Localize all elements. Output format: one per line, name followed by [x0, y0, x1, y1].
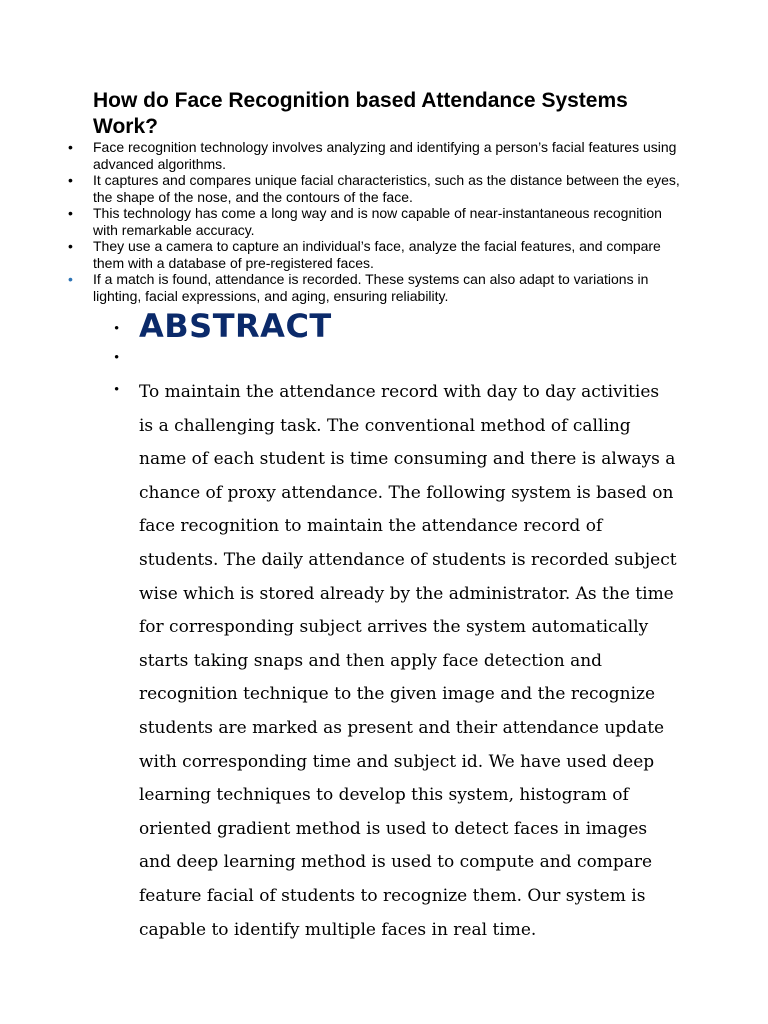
list-item-text: This technology has come a long way and is now capable of near-instantaneous recognition with remarkable accuracy.	[93, 205, 662, 238]
bullet-icon: •	[68, 172, 73, 188]
bullet-icon: •	[114, 350, 120, 366]
list-item-text: If a match is found, attendance is recorded. These systems can also adapt to variations in lighting, facial expressions, and aging, ensuring reliability.	[93, 271, 649, 304]
abstract-section	[0, 306, 768, 947]
section-heading: How do Face Recognition based Attendance Systems Work?	[93, 89, 628, 138]
bullet-icon: •	[68, 139, 73, 155]
bullet-icon: •	[114, 382, 120, 398]
abstract-body: To maintain the attendance record with day to day activities is a challenging task. The conventional method of calling name of each student is time consuming and there is always a chance of proxy attendance. The following system is based on face recognition to maintain the attendance record of students. The daily attendance of students is recorded subject wise which is stored already by the administrator. As the time for corresponding subject arrives the system automatically starts taking snaps and then apply face detection and recognition technique to the given image and the recognize students are marked as present and their attendance update with corresponding time and subject id. We have used deep learning techniques to develop this system, histogram of oriented gradient method is used to detect faces in images and deep learning method is used to compute and compare feature facial of students to recognize them. Our system is capable to identify multiple faces in real time.	[139, 382, 677, 940]
abstract-body-item	[0, 376, 768, 947]
list-item	[0, 139, 768, 172]
bullet-icon: •	[68, 238, 73, 254]
list-item	[0, 238, 768, 271]
abstract-title-item	[0, 306, 768, 346]
empty-list-item	[0, 346, 768, 376]
list-item-text: Face recognition technology involves analyzing and identifying a person’s facial features using advanced algorithms.	[93, 139, 677, 172]
list-item-text: It captures and compares unique facial characteristics, such as the distance between the eyes, the shape of the nose, and the contours of the face.	[93, 172, 680, 205]
bullet-icon: •	[68, 205, 73, 221]
list-item-text: They use a camera to capture an individual’s face, analyze the facial features, and compare them with a database of pre-registered faces.	[93, 238, 661, 271]
abstract-title: ABSTRACT	[139, 307, 332, 345]
list-item	[0, 271, 768, 304]
bullet-icon: •	[114, 321, 120, 337]
bullet-list	[0, 139, 768, 304]
list-item	[0, 205, 768, 238]
bullet-icon: •	[68, 271, 73, 287]
list-item	[0, 172, 768, 205]
